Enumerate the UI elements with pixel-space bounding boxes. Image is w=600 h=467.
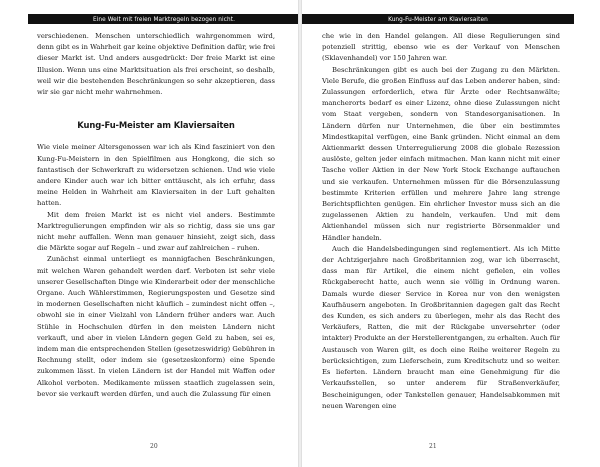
right-page-body <box>322 31 560 412</box>
right-page <box>302 0 600 467</box>
paragraph: verschiedenen. Menschen unterschiedlich wahrgenommen wird, denn gibt es in Wahrheit gar keine objektive Definition dafür, wie frei dieser Markt ist. Und anders ausgedrückt: Der freie Markt ist eine Illusion. Wenn uns eine Marktsituation als frei erscheint, so deshalb, weil wir die bestehenden Beschränkungen so sehr akzeptieren, dass wir sie gar nicht mehr wahrnehmen. <box>37 32 275 97</box>
paragraph: Wie viele meiner Altersgenossen war ich als Kind fasziniert von den Kung-Fu-Meistern in den Spielfilmen aus Hongkong, die sich so fantastisch der Schwerkraft zu widersetzen schienen. Und wie viele andere Kinder auch war ich bitter enttäuscht, als ich erfuhr, dass meine Helden in Wahrheit am Klaviersaiten in der Luft gehalten hatten. <box>37 143 275 208</box>
paragraph: Mit dem freien Markt ist es nicht viel anders. Bestimmte Marktregulierungen empfinden wir als so richtig, dass sie uns gar nicht mehr auffallen. Wenn man genauer hinsieht, zeigt sich, dass die Märkte sogar auf Regeln – und zwar auf zahlreichen – ruhen. <box>37 210 275 253</box>
page-number-right: 21 <box>429 443 437 450</box>
paragraph: Beschränkungen gibt es auch bei der Zugang zu den Märkten. Viele Berufe, die großen Einfluss auf das Leben anderer haben, sind: Zulassungen erforderlich, etwa für Ärzte oder Rechtsanwälte; mancherorts bedarf es einer Lizenz, ohne diese Zulassungen nicht vom Staat vergeben, sondern von Standesorganisationen. In Ländern dürfen nur Unternehmen, die über ein bestimmtes Mindestkapital verfügen, eine Bank gründen. Nicht einmal an dem Aktienmarkt dessen Unterregulierung 2008 die globale Rezession auslöste, gelten jeder einfach mitmachen. Man kann nicht mit einer Tasche voller Aktien in der New York Stock Exchange auftauchen und sie verkaufen. Unternehmen müssen für die Börsenzulassung bestimmte Kriterien erfüllen und mehrere Jahre lang strenge Berichtspflichten genügen. Ein ehrlicher Investor muss sich an die zugelassenen Aktien zu handeln, verkaufen. Und mit dem Aktienhandel müssen sich nur registrierte Börsenmakler und Händler handeln. <box>322 65 560 242</box>
left-page-body <box>37 31 275 400</box>
running-header-right: Kung-Fu-Meister am Klaviersaiten <box>302 14 574 24</box>
section-heading: Kung-Fu-Meister am Klaviersaiten <box>77 120 235 131</box>
running-header-left: Eine Welt mit freien Marktregeln bezogen nicht. <box>28 14 298 24</box>
page-number-left: 20 <box>150 443 158 450</box>
paragraph: Auch die Handelsbedingungen sind reglementiert. Als ich Mitte der Achtzigerjahre nach Großbritannien zog, war ich überrascht, dass man für Artikel, die einem nicht gefielen, ein volles Rückgaberecht hatte, auch wenn sie völlig in Ordnung waren. Damals wurde dieser Service in Korea nur von den wenigsten Kaufhäusern angeboten. In Großbritannien dagegen galt das Recht des Kunden, es sich anders zu überlegen, mehr als das Recht des Verkäufers, Ratten, die mit der Rückgabe unversehrter (oder intakter) Produkte an der Herstellerentgangen, zu erhalten. Auch für Austausch von Waren gilt, es doch eine Reihe weiterer Regeln zu berücksichtigen, zum Lieferschein, zum Kreditschutz und so weiter. Es lieferten. Ländern braucht man eine Genehmigung für die Verkaufsstellen, so unter anderem für Straßenverkäufer, Bescheinigungen, oder Tankstellen genauer, Handelsabkommen mit neuen Warengen eine <box>322 244 560 410</box>
paragraph: Zunächst einmal unterliegt es mannigfachen Beschränkungen, mit welchen Waren gehandelt werden darf. Verboten ist sehr viele unserer Gesellschaften Dinge wie Kinderarbeit oder der menschliche Organe. Auch Wählerstimmen, Regierungsposten und Gesetze sind in modernen Gesellschaften nicht käuflich – zumindest nicht offen –, obwohl sie in einer Vielzahl von Ländern früher anders war. Auch Stühle in Hochschulen dürfen in den meisten Ländern nicht verkauft, und aber in vielen Ländern gegen Geld zu haben, sei es, indem man die entsprechenden Stellen (gesetzeswidrig) Gebühren in Rechnung stellt, oder indem sie (gesetzeskonform) eine Spende zukommen lässt. In vielen Ländern ist der Handel mit Waffen oder Alkohol verboten. Medikamente müssen staatlich zugelassen sein, bevor sie verkauft werden dürfen, und auch die Zulassung für einen <box>37 255 275 398</box>
left-page <box>0 0 298 467</box>
paragraph: che wie in den Handel gelangen. All diese Regulierungen sind potenziell strittig, ebenso wie es der Verkauf von Menschen (Sklavenhandel) vor 150 Jahren war. <box>322 32 560 63</box>
